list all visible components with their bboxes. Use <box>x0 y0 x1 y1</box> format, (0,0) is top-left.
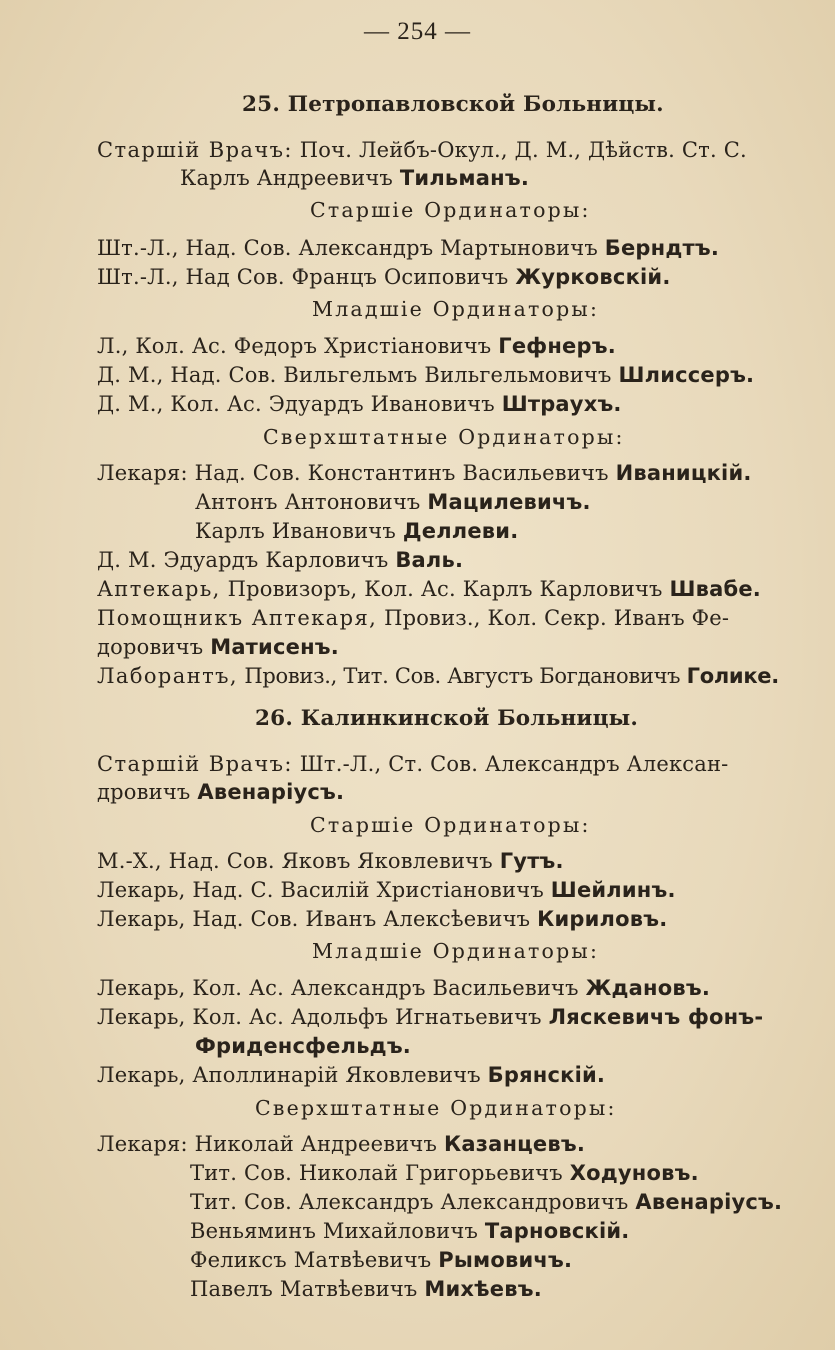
entry-surname: Журковскій. <box>515 265 671 289</box>
senior-ordinators-heading: Старшіе Ординаторы: <box>310 198 591 222</box>
list-item <box>195 1033 411 1059</box>
list-item <box>97 1004 763 1030</box>
entry-surname: Ходуновъ. <box>569 1161 699 1185</box>
list-item <box>97 1062 605 1088</box>
entry-surname: Фриденсфельдъ. <box>195 1034 411 1058</box>
entry-surname: Казанцевъ. <box>443 1132 586 1156</box>
entry-surname: Шлиссеръ. <box>618 363 755 387</box>
chief-titles: Шт.-Л., Ст. Сов. Александръ Алексан- <box>299 752 729 776</box>
list-item <box>190 1189 782 1215</box>
entry-text: Веньяминъ Михайловичъ <box>190 1219 479 1243</box>
chief-physician-line <box>97 751 728 777</box>
entry-text: Провиз., Кол. Секр. Иванъ Фе- <box>384 606 730 630</box>
physicians-label: Лекаря: <box>97 461 188 485</box>
list-item <box>97 877 676 903</box>
list-item <box>97 264 671 290</box>
list-item <box>97 1131 585 1157</box>
laborant-line <box>97 663 779 689</box>
list-item <box>97 362 754 388</box>
entry-text: Тит. Сов. Николай Григорьевичъ <box>190 1161 563 1185</box>
entry-text: Л., Кол. Ас. Федоръ Христіановичъ <box>97 334 492 358</box>
chief-surname: Тильманъ. <box>399 166 529 190</box>
laborant-label: Лаборантъ, <box>97 664 238 688</box>
assistant-label: Помощникъ Аптекаря, <box>97 606 378 630</box>
list-item <box>97 333 616 359</box>
entry-surname: Берндтъ. <box>604 236 720 260</box>
entry-surname: Валь. <box>395 548 464 572</box>
chief-label: Старшій Врачъ: <box>97 752 293 776</box>
entry-surname: Иваницкій. <box>615 461 752 485</box>
entry-surname: Ляскевичъ фонъ- <box>548 1005 764 1029</box>
list-item <box>190 1247 572 1273</box>
supernumerary-ordinators-heading: Сверхштатные Ординаторы: <box>263 425 625 449</box>
entry-surname: Деллеви. <box>402 519 519 543</box>
entry-text: Лекарь, Аполлинарій Яковлевичъ <box>97 1063 481 1087</box>
entry-text: Феликсъ Матвѣевичъ <box>190 1248 432 1272</box>
chief-name: Карлъ Андреевичъ <box>180 166 393 190</box>
entry-surname: Матисенъ. <box>210 635 339 659</box>
entry-text: доровичъ <box>97 635 204 659</box>
entry-text: Карлъ Ивановичъ <box>195 519 396 543</box>
list-item <box>97 975 710 1001</box>
assistant-pharmacist-line <box>97 605 729 631</box>
chief-name: дровичъ <box>97 780 191 804</box>
chief-physician-name-line <box>180 165 529 191</box>
entry-surname: Ждановъ. <box>585 976 710 1000</box>
entry-surname: Тарновскій. <box>484 1219 630 1243</box>
list-item <box>97 906 667 932</box>
entry-surname: Кириловъ. <box>537 907 668 931</box>
list-item <box>97 547 463 573</box>
senior-ordinators-heading: Старшіе Ординаторы: <box>310 813 591 837</box>
entry-text: Провизоръ, Кол. Ас. Карлъ Карловичъ <box>227 577 663 601</box>
entry-surname: Гефнеръ. <box>498 334 616 358</box>
entry-text: Шт.-Л., Над. Сов. Александръ Мартыновичъ <box>97 236 598 260</box>
entry-surname: Штраухъ. <box>501 392 622 416</box>
list-item <box>190 1276 542 1302</box>
chief-physician-line <box>97 137 747 163</box>
page-number: — 254 — <box>364 18 471 45</box>
chief-physician-name-line <box>97 779 344 805</box>
entry-surname: Рымовичъ. <box>438 1248 573 1272</box>
list-item <box>195 518 518 544</box>
section-heading-26: 26. Калинкинской Больницы. <box>255 706 639 731</box>
entry-text: Антонъ Антоновичъ <box>195 490 421 514</box>
entry-text: Д. М. Эдуардъ Карловичъ <box>97 548 389 572</box>
entry-text: Д. М., Над. Сов. Вильгельмъ Вильгельмовичъ <box>97 363 612 387</box>
entry-text: Лекарь, Кол. Ас. Адольфъ Игнатьевичъ <box>97 1005 542 1029</box>
entry-text: Тит. Сов. Александръ Александровичъ <box>190 1190 629 1214</box>
entry-text: Лекарь, Кол. Ас. Александръ Васильевичъ <box>97 976 579 1000</box>
entry-surname: Авенаріусъ. <box>635 1190 783 1214</box>
entry-surname: Мацилевичъ. <box>427 490 591 514</box>
supernumerary-ordinators-heading: Сверхштатные Ординаторы: <box>255 1096 617 1120</box>
list-item <box>97 235 719 261</box>
list-item <box>190 1160 699 1186</box>
entry-surname: Михѣевъ. <box>424 1277 542 1301</box>
entry-surname: Швабе. <box>669 577 761 601</box>
list-item <box>195 489 591 515</box>
entry-text: Д. М., Кол. Ас. Эдуардъ Ивановичъ <box>97 392 495 416</box>
entry-surname: Брянскій. <box>487 1063 606 1087</box>
entry-surname: Гутъ. <box>499 849 564 873</box>
entry-text: Павелъ Матвѣевичъ <box>190 1277 418 1301</box>
list-item <box>190 1218 629 1244</box>
chief-label: Старшій Врачъ: <box>97 138 293 162</box>
entry-text: Над. Сов. Константинъ Васильевичъ <box>194 461 609 485</box>
entry-text: Провиз., Тит. Сов. Августъ Богдановичъ <box>244 664 681 688</box>
assistant-pharmacist-line-2 <box>97 634 339 660</box>
entry-text: М.-Х., Над. Сов. Яковъ Яковлевичъ <box>97 849 493 873</box>
list-item <box>97 391 622 417</box>
chief-titles: Поч. Лейбъ-Окул., Д. М., Дѣйств. Ст. С. <box>299 138 747 162</box>
junior-ordinators-heading: Младшіе Ординаторы: <box>312 297 600 321</box>
junior-ordinators-heading: Младшіе Ординаторы: <box>312 939 600 963</box>
entry-text: Николай Андреевичъ <box>194 1132 438 1156</box>
pharmacist-line <box>97 576 761 602</box>
entry-text: Лекарь, Над. С. Василій Христіановичъ <box>97 878 544 902</box>
chief-surname: Авенаріусъ. <box>197 780 345 804</box>
list-item <box>97 848 564 874</box>
entry-text: Лекарь, Над. Сов. Иванъ Алексѣевичъ <box>97 907 531 931</box>
physicians-label: Лекаря: <box>97 1132 188 1156</box>
section-heading-25: 25. Петропавловской Больницы. <box>242 92 664 117</box>
list-item <box>97 460 752 486</box>
entry-text: Шт.-Л., Над Сов. Францъ Осиповичъ <box>97 265 509 289</box>
entry-surname: Голике. <box>686 664 779 688</box>
entry-surname: Шейлинъ. <box>550 878 676 902</box>
pharmacist-label: Аптекарь, <box>97 577 221 601</box>
